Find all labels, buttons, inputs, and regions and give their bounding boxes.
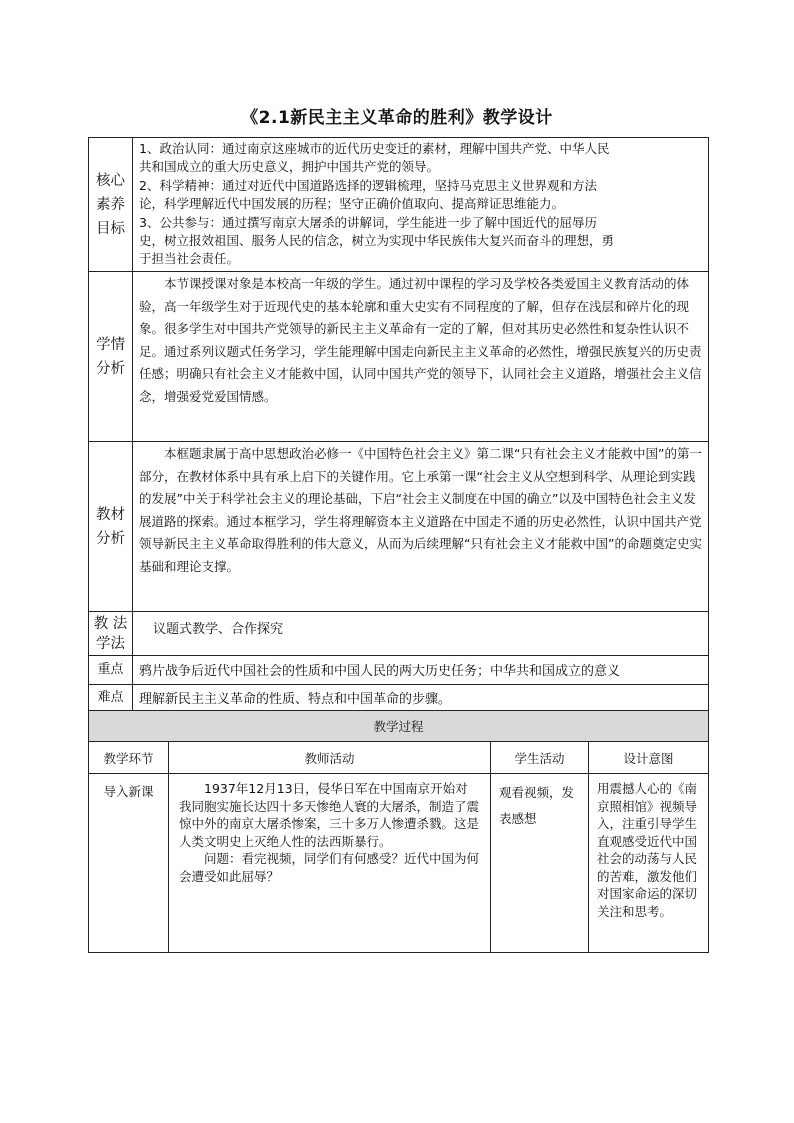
methods-label-line1: 教 法 bbox=[93, 615, 128, 632]
core-line: 论，科学理解近代中国发展的历程；坚守正确价值取向、提高辩证思维能力。 bbox=[139, 196, 565, 212]
core-line: 于担当社会责任。 bbox=[139, 251, 240, 267]
difficulties-row bbox=[89, 685, 709, 712]
textbook-analysis-content bbox=[133, 442, 709, 612]
core-line: 2、科学精神：通过对近代中国道路选择的逻辑梳理，坚持马克思主义世界观和方法 bbox=[139, 177, 597, 193]
core-line: 共和国成立的重大历史意义，拥护中国共产党的领导。 bbox=[139, 159, 440, 175]
process-band-title: 教学过程 bbox=[89, 711, 709, 742]
core-label-line2: 素养 bbox=[96, 196, 125, 213]
learner-analysis-text: 本节课授课对象是本校高一年级的学生。通过初中课程的学习及学校各类爱国主义教育活动的体验，高一年级学生对于近现代史的基本轮廓和重大史实有不同程度的了解，但存在浅层和碎片化的现象。很多学生对中国共产党领导的新民主主义革命有一定的了解，但对其历史必然性和复杂性认识不足。通过系列议题式任务学习，学生能理解中国走向新民主主义革命的必然性，增强民族复兴的历史责任感；明确只有社会主义才能救中国，认同中国共产党的领导下，认同社会主义道路，增强社会主义信念，增强爱党爱国情感。 bbox=[139, 276, 702, 404]
teacher-activity-paragraph: 1937年12月13日，侵华日军在中国南京开始对我同胞实施长达四十多天惨绝人寰的大屠杀，制造了震惊中外的南京大屠杀惨案，三十多万人惨遭杀戮。这是人类文明史上灭绝人性的法西斯暴行。 bbox=[179, 781, 480, 849]
core-line: 3、公共参与：通过撰写南京大屠杀的讲解词，学生能进一步了解中国近代的屈辱历 bbox=[139, 214, 597, 230]
step-cell: 导入新课 bbox=[89, 774, 169, 953]
teacher-activity-question: 问题：看完视频，同学们有何感受？近代中国为何会遭受如此屈辱？ bbox=[179, 851, 480, 884]
key-points-content bbox=[133, 656, 709, 685]
key-points-label: 重点 bbox=[89, 656, 133, 685]
learner-label-line2: 分析 bbox=[96, 360, 125, 377]
core-literacy-content bbox=[133, 138, 709, 272]
document-title: 《2.1新民主主义革命的胜利》教学设计 bbox=[241, 108, 553, 128]
design-intent-cell: 用震撼人心的《南京照相馆》视频导入，注重引导学生直观感受近代中国社会的动荡与人民的苦难，激发他们对国家命运的深切关注和思考。 bbox=[589, 774, 709, 953]
difficulties-content bbox=[133, 685, 709, 712]
learner-analysis-content bbox=[133, 272, 709, 442]
core-label-line1: 核心 bbox=[96, 172, 125, 189]
key-points-row bbox=[89, 656, 709, 685]
key-points-text: 鸦片战争后近代中国社会的性质和中国人民的两大历史任务；中华共和国成立的意义 bbox=[139, 664, 621, 679]
methods-label bbox=[89, 612, 133, 656]
core-line: 史，树立报效祖国、服务人民的信念，树立为实现中华民族伟大复兴而奋斗的理想，勇 bbox=[139, 233, 615, 249]
methods-text: 议题式教学、合作探究 bbox=[153, 622, 284, 637]
core-label-line3: 目标 bbox=[96, 220, 125, 237]
difficulties-label: 难点 bbox=[89, 685, 133, 712]
core-literacy-label bbox=[89, 138, 133, 272]
header-step: 教学环节 bbox=[89, 742, 169, 774]
methods-row bbox=[89, 612, 709, 656]
header-student: 学生活动 bbox=[491, 742, 589, 774]
methods-label-line2: 学法 bbox=[96, 635, 125, 652]
textbook-analysis-label bbox=[89, 442, 133, 612]
header-intent: 设计意图 bbox=[589, 742, 709, 774]
textbook-label-line2: 分析 bbox=[96, 530, 125, 547]
teaching-process-table bbox=[88, 710, 709, 953]
learner-label-line1: 学情 bbox=[96, 336, 125, 353]
difficulties-text: 理解新民主主义革命的性质、特点和中国革命的步骤。 bbox=[139, 692, 452, 707]
textbook-analysis-row bbox=[89, 442, 709, 612]
learner-analysis-label bbox=[89, 272, 133, 442]
student-activity-cell: 观看视频，发表感想 bbox=[491, 774, 589, 953]
learner-analysis-row bbox=[89, 272, 709, 442]
process-band-row bbox=[89, 711, 709, 742]
process-header-row bbox=[89, 742, 709, 774]
process-row bbox=[89, 774, 709, 953]
header-teacher: 教师活动 bbox=[169, 742, 491, 774]
textbook-analysis-text: 本框题隶属于高中思想政治必修一《中国特色社会主义》第二课“只有社会主义才能救中国”的第一部分，在教材体系中具有承上启下的关键作用。它上承第一课“社会主义从空想到科学、从理论到实践的发展”中关于科学社会主义的理论基础，下启“社会主义制度在中国的确立”以及中国特色社会主义发展道路的探索。通过本框学习，学生将理解资本主义道路在中国走不通的历史必然性，认识中国共产党领导新民主主义革命取得胜利的伟大意义，从而为后续理解“只有社会主义才能救中国”的命题奠定史实基础和理论支撑。 bbox=[139, 446, 702, 574]
teacher-activity-cell bbox=[169, 774, 491, 953]
methods-content bbox=[133, 612, 709, 656]
core-line: 1、政治认同：通过南京这座城市的近代历史变迁的素材，理解中国共产党、中华人民 bbox=[139, 141, 610, 156]
lesson-info-table bbox=[88, 137, 709, 712]
core-literacy-row bbox=[89, 138, 709, 272]
textbook-label-line1: 教材 bbox=[96, 506, 125, 523]
